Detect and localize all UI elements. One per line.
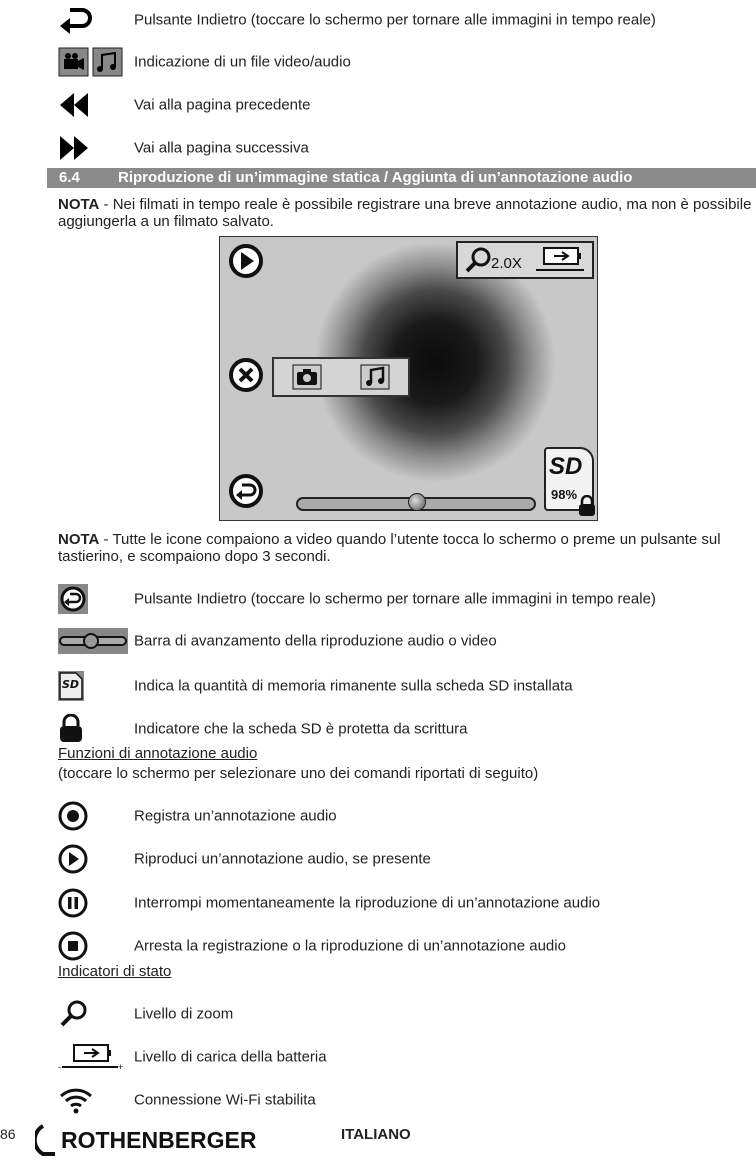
progress-knob bbox=[408, 493, 426, 511]
close-icon bbox=[228, 357, 264, 393]
brand-logo bbox=[35, 1120, 265, 1160]
svg-text:-: - bbox=[58, 1062, 61, 1071]
wifi-icon bbox=[58, 1085, 94, 1115]
record-icon bbox=[58, 801, 88, 831]
list-item: Vai alla pagina successiva bbox=[58, 128, 748, 168]
svg-text:+: + bbox=[118, 1062, 124, 1071]
note-paragraph bbox=[58, 531, 753, 565]
note-text: - Tutte le icone compaiono a video quando l’utente tocca lo schermo o preme un pulsante sul tastierino, e scompaiono dopo 3 secondi. bbox=[58, 531, 721, 565]
list-item: Riproduci un’annotazione audio, se presente bbox=[58, 839, 748, 879]
play-icon bbox=[228, 243, 264, 279]
list-item: Indicatore che la scheda SD è protetta da scrittura bbox=[58, 709, 748, 749]
svg-text:ROTHENBERGER: ROTHENBERGER bbox=[61, 1127, 257, 1153]
battery-icon bbox=[532, 246, 588, 274]
device-screen-illustration bbox=[219, 236, 598, 521]
list-item: Vai alla pagina precedente bbox=[58, 85, 748, 125]
list-item: Indicazione di un file video/audio bbox=[58, 42, 748, 82]
audio-functions-heading: Funzioni di annotazione audio bbox=[58, 745, 258, 762]
note-label: NOTA bbox=[58, 531, 100, 548]
list-item: Pulsante Indietro (toccare lo schermo per tornare alle immagini in tempo reale) bbox=[58, 0, 748, 40]
note-text: - Nei filmati in tempo reale è possibile registrare una breve annotazione audio, ma non è possibile aggiungerla a un filmato salvato. bbox=[58, 196, 752, 230]
list-item: - + Livello di carica della batteria bbox=[58, 1037, 748, 1077]
sd-card-icon bbox=[58, 671, 84, 701]
language-label: ITALIANO bbox=[341, 1126, 411, 1143]
lock-icon bbox=[58, 714, 84, 744]
svg-text:SD: SD bbox=[62, 678, 80, 691]
pause-icon bbox=[58, 888, 88, 918]
media-type-box bbox=[272, 357, 410, 397]
list-item: Registra un’annotazione audio bbox=[58, 796, 748, 836]
zoom-level: 2.0X bbox=[491, 255, 522, 272]
page-number: 86 bbox=[0, 1126, 16, 1142]
camera-icon bbox=[292, 364, 322, 390]
music-note-icon bbox=[360, 364, 390, 390]
back-circle-icon bbox=[228, 473, 264, 509]
note-paragraph bbox=[58, 196, 753, 230]
video-audio-file-icon bbox=[58, 47, 124, 77]
section-header bbox=[47, 168, 756, 188]
magnifier-icon bbox=[58, 999, 88, 1029]
section-number: 6.4 bbox=[59, 169, 80, 186]
back-circle-icon bbox=[58, 584, 88, 614]
status-box bbox=[456, 241, 594, 279]
list-item: SD Indica la quantità di memoria rimanente sulla scheda SD installata bbox=[58, 666, 748, 706]
back-arrow-icon bbox=[58, 6, 92, 34]
note-label: NOTA bbox=[58, 196, 100, 213]
sd-percent: 98% bbox=[551, 487, 578, 502]
list-item: Livello di zoom bbox=[58, 994, 748, 1034]
lock-icon bbox=[578, 495, 596, 517]
fast-forward-icon bbox=[58, 134, 90, 162]
rewind-icon bbox=[58, 91, 90, 119]
section-title: Riproduzione di un’immagine statica / Aggiunta di un’annotazione audio bbox=[118, 169, 633, 186]
magnifier-icon bbox=[464, 246, 492, 274]
audio-functions-subtitle: (toccare lo schermo per selezionare uno dei comandi riportati di seguito) bbox=[58, 765, 539, 782]
list-item: Interrompi momentaneamente la riproduzione di un’annotazione audio bbox=[58, 883, 748, 923]
list-item: Barra di avanzamento della riproduzione audio o video bbox=[58, 621, 748, 661]
list-item: Arresta la registrazione o la riproduzione di un’annotazione audio bbox=[58, 926, 748, 966]
sd-label: SD bbox=[549, 453, 583, 480]
status-indicators-heading: Indicatori di stato bbox=[58, 963, 172, 980]
play-icon bbox=[58, 844, 88, 874]
stop-icon bbox=[58, 931, 88, 961]
list-item: Connessione Wi-Fi stabilita bbox=[58, 1080, 748, 1120]
list-item: Pulsante Indietro (toccare lo schermo per tornare alle immagini in tempo reale) bbox=[58, 579, 748, 619]
progress-bar-icon bbox=[58, 628, 128, 654]
battery-icon bbox=[58, 1043, 124, 1071]
